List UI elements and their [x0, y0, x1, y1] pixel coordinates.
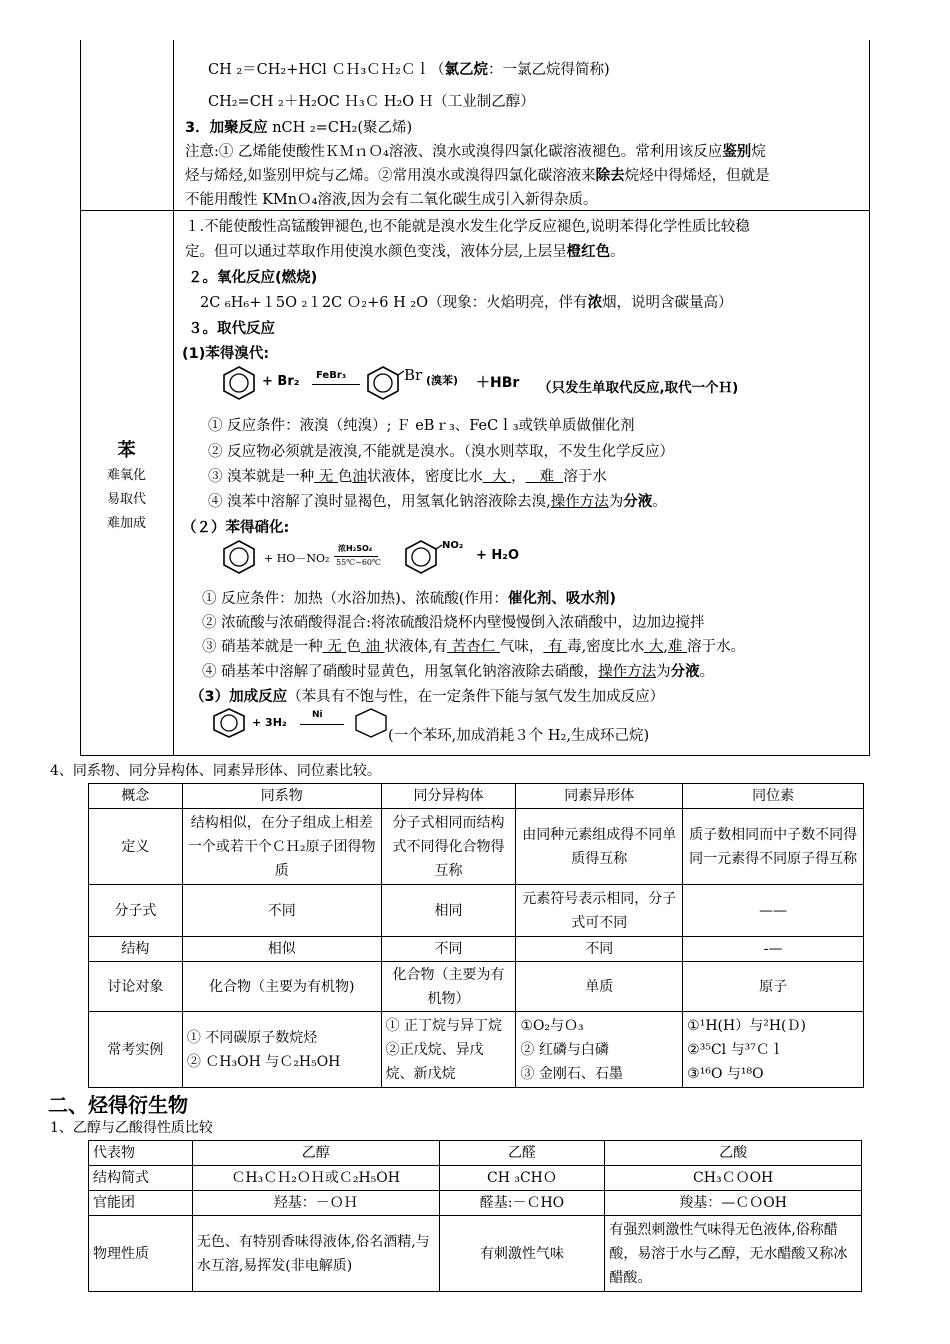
table-cell: 不同	[516, 937, 683, 962]
table-cell: 有强烈刺激性气味得无色液体,俗称醋酸，易溶于水与乙醇，无水醋酸又称冰醋酸。	[605, 1216, 862, 1292]
table-cell: 单质	[516, 962, 683, 1012]
header-cell: 乙酸	[605, 1141, 862, 1166]
benzene-sub-3: 难加成	[106, 516, 146, 531]
benzene-sub-1: 难氧化	[106, 468, 146, 483]
brom-product: Br	[404, 366, 423, 384]
table-cell: ——	[683, 885, 864, 937]
table-cell: ①O₂与Ｏ₃ ② 红磷与白磷 ③ 金刚石、石墨	[516, 1012, 683, 1088]
header-cell: 乙醛	[439, 1141, 605, 1166]
note-line-3: 不能用酸性 KMnＯ₄溶液,因为会有二氧化碳生成引入新得杂质。	[185, 192, 598, 208]
comparison-table	[88, 783, 864, 1088]
brom-item-4: ④ 溴苯中溶解了溴时显褐色，用氢氧化钠溶液除去溴,操作方法为分液。	[208, 494, 667, 510]
table-cell: 由同种元素组成得不同单质得互称	[516, 809, 683, 885]
nit-item-1: ① 反应条件：加热（水浴加热)、浓硫酸(作用：催化剂、吸水剂)	[202, 591, 617, 607]
brom-item-3: ③ 溴苯就是一种 无 色油状液体，密度比水 大 ， 难 溶于水	[208, 469, 607, 485]
brom-plus-br2: + Br₂	[262, 374, 300, 389]
frame-right	[869, 40, 870, 756]
benzene-ring-2	[366, 366, 400, 400]
table-cell: 醛基:－ＣHO	[439, 1191, 605, 1216]
row-label: 结构	[89, 937, 183, 962]
nit-item-2: ② 浓硫酸与浓硝酸得混合:将浓硫酸沿烧杯内壁慢慢倒入浓硝酸中，边加边搅拌	[202, 615, 705, 631]
oxidation-eq: 2C ₆H₆+１5O ₂１2C Ｏ₂+6 H ₂O（现象：火焰明亮，伴有浓烟，说明含碳量高）	[200, 295, 733, 311]
brom-hbr: ＋HBr	[476, 375, 520, 391]
brom-item-1: ① 反应条件：液溴（纯溴）; Ｆ eBｒ₃、FeCｌ₃或铁单质做催化剂	[208, 418, 635, 434]
row-label: 物理性质	[89, 1216, 193, 1292]
table-cell: 无色、有特别香味得液体,俗名酒精,与水互溶,易挥发(非电解质)	[192, 1216, 439, 1292]
table-cell: 相似	[182, 937, 381, 962]
benzene-ring-1	[222, 366, 256, 400]
table-cell: 相同	[381, 885, 516, 937]
table-cell: 分子式相同而结构式不同得化合物得互称	[381, 809, 516, 885]
nit-cond-bot: 55℃~60℃	[336, 558, 381, 567]
benzene-l1: １.不能使酸性高锰酸钾褪色,也不能就是溴水发生化学反应褪色,说明苯得化学性质比较稳	[185, 219, 750, 235]
table-row	[89, 962, 864, 1012]
nit-item-3: ③ 硝基苯就是一种 无 色 油 状液体,有 苦杏仁 气味， 有 毒,密度比水 大,难 溶于水。	[202, 639, 746, 655]
bromination-title: (1)苯得溴代:	[182, 346, 270, 362]
table-row	[89, 809, 864, 885]
section2-sub: 1、乙醇与乙酸得性质比较	[50, 1120, 213, 1136]
header-cell: 同系物	[182, 784, 381, 809]
row-label: 结构简式	[89, 1166, 193, 1191]
table-row	[89, 1012, 864, 1088]
header-cell: 概念	[89, 784, 183, 809]
table-cell: 羧基：—ＣＯOH	[605, 1191, 862, 1216]
nit-arrow	[334, 556, 378, 557]
table-cell: 化合物（主要为有机物)	[182, 962, 381, 1012]
brom-note: （只发生单取代反应,取代一个Ｈ)	[538, 380, 739, 396]
add-arrow	[300, 724, 344, 725]
row-label: 官能团	[89, 1191, 193, 1216]
table-cell: 不同	[381, 937, 516, 962]
section2-heading: 二、烃得衍生物	[48, 1093, 188, 1117]
add-plus: + 3H₂	[252, 716, 287, 729]
benzene-l2: 定。但可以通过萃取作用使溴水颜色变浅，液体分层,上层呈橙红色。	[185, 244, 625, 260]
table-cell: ＣH₃ＣＨ₂ＯＨ或Ｃ₂H₅OH	[192, 1166, 439, 1191]
nitration-title: （２）苯得硝化:	[182, 520, 290, 536]
nit-cond-top: 浓H₂SO₄	[338, 544, 373, 553]
table-cell: ① 正丁烷与异丁烷 ②正戊烷、异戊烷、新戊烷	[381, 1012, 516, 1088]
row-label: 常考实例	[89, 1012, 183, 1088]
section4-heading: 4、同系物、同分异构体、同素异形体、同位素比较。	[50, 763, 381, 779]
add-cat: Ni	[312, 710, 323, 720]
ethylene-eq-2: CH₂=CH ₂＋H₂OC Ｈ₃Ｃ H₂O Ｈ（工业制乙醇）	[208, 94, 535, 110]
substitution-title: ３。取代反应	[188, 321, 275, 337]
header-cell: 代表物	[89, 1141, 193, 1166]
header-cell: 同分异构体	[381, 784, 516, 809]
row-label: 分子式	[89, 885, 183, 937]
table-cell: 原子	[683, 962, 864, 1012]
frame-mid	[173, 40, 174, 756]
table-header-row	[89, 784, 864, 809]
benzene-ring-3	[222, 540, 256, 574]
table-cell: ① 不同碳原子数烷烃 ② ＣH₃OH 与Ｃ₂H₅OH	[182, 1012, 381, 1088]
note-line-2: 烃与烯烃,如鉴别甲烷与乙烯。②常用溴水或溴得四氯化碳溶液来除去烷烃中得烯烃，但就是	[185, 168, 770, 184]
add-note: (一个苯环,加成消耗３个 H₂,生成环己烷)	[388, 728, 650, 744]
derivative-table	[88, 1140, 862, 1292]
table-cell: -—	[683, 937, 864, 962]
table-cell: CH₃ＣＯOH	[605, 1166, 862, 1191]
table-row	[89, 885, 864, 937]
frame-bottom	[80, 755, 870, 756]
benzene-ring-4	[404, 540, 438, 574]
addition-title: （3）加成反应（苯具有不饱与性，在一定条件下能与氢气发生加成反应）	[190, 689, 665, 705]
brom-product-note: (溴苯)	[426, 374, 459, 387]
note-line-1: 注意:① 乙烯能使酸性ＫＭｎＯ₄溶液、溴水或溴得四氯化碳溶液褪色。常利用该反应鉴别烷	[185, 144, 766, 160]
nit-water: + H₂O	[476, 548, 520, 563]
table-row	[89, 1191, 862, 1216]
benzene-sub-2: 易取代	[106, 492, 146, 507]
table-row	[89, 1216, 862, 1292]
row-label: 定义	[89, 809, 183, 885]
table-cell: 结构相似，在分子组成上相差一个或若干个ＣＨ₂原子团得物质	[182, 809, 381, 885]
table-cell: 羟基：－ＯＨ	[192, 1191, 439, 1216]
polymerization: 3．加聚反应 nCH ₂=CH₂(聚乙烯)	[185, 120, 413, 136]
brom-catalyst: FeBr₃	[316, 370, 347, 381]
table-row	[89, 937, 864, 962]
cyclohexane-ring	[354, 708, 388, 738]
table-cell: 质子数相同而中子数不同得同一元素得不同原子得互称	[683, 809, 864, 885]
nit-product: NO₂	[442, 540, 464, 551]
brom-item-2: ② 反应物必须就是液溴,不能就是溴水。（溴水则萃取，不发生化学反应）	[208, 444, 674, 460]
frame-left	[80, 40, 81, 756]
benzene-title: 苯	[117, 440, 136, 461]
header-cell: 乙醇	[192, 1141, 439, 1166]
table-cell: 化合物（主要为有机物）	[381, 962, 516, 1012]
table-cell: 有刺激性气味	[439, 1216, 605, 1292]
brom-arrow	[312, 384, 360, 385]
table-header-row	[89, 1141, 862, 1166]
nit-item-4: ④ 硝基苯中溶解了硝酸时显黄色，用氢氧化钠溶液除去硝酸，操作方法为分液。	[202, 664, 715, 680]
nit-plus: + HO－NO₂	[264, 552, 330, 565]
frame-divider	[80, 210, 870, 211]
table-row	[89, 1166, 862, 1191]
row-label: 讨论对象	[89, 962, 183, 1012]
table-cell: ①¹H(H）与²H(Ｄ) ②³⁵Cl 与³⁷Ｃｌ ③¹⁶O 与¹⁸O	[683, 1012, 864, 1088]
table-cell: 元素符号表示相同，分子式可不同	[516, 885, 683, 937]
header-cell: 同位素	[683, 784, 864, 809]
oxidation-title: ２。氧化反应(燃烧)	[188, 270, 318, 286]
table-cell: 不同	[182, 885, 381, 937]
header-cell: 同素异形体	[516, 784, 683, 809]
ethylene-eq-1: CH ₂＝CH₂+HCl ＣＨ₃ＣＨ₂Ｃｌ（氯乙烷：一氯乙烷得简称)	[208, 62, 610, 78]
table-cell: CH ₃CHＯ	[439, 1166, 605, 1191]
benzene-ring-5	[212, 708, 246, 738]
